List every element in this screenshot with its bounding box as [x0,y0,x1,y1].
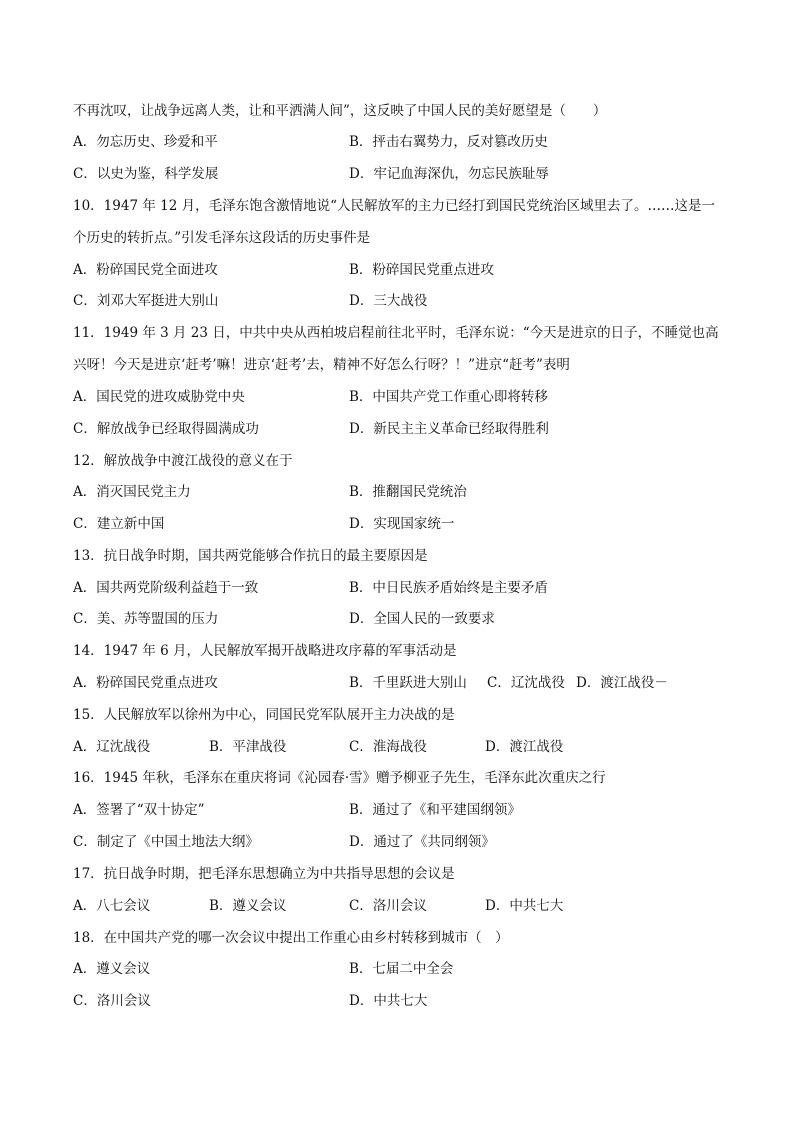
option-d[interactable]: D．全国人民的一致要求 [349,611,495,627]
option-d[interactable]: D．实现国家统一 [349,516,455,532]
option-c[interactable]: C．制定了《中国土地法大纲》 [73,834,259,850]
option-c[interactable]: C．淮海战役 [349,739,427,755]
question-12-options-row-1 [73,482,733,502]
question-11-options-row-2 [73,419,733,439]
option-b[interactable]: B．粉碎国民党重点进攻 [349,262,494,278]
question-13-options-row-1 [73,578,733,598]
option-a[interactable]: A．消灭国民党主力 [73,484,191,500]
question-10-stem: 10．1947 年 12 月，毛泽东饱含激情地说“人民解放军的主力已经打到国民党统治区域里去了。……这是一 [73,198,715,214]
option-b[interactable]: B．遵义会议 [209,898,287,914]
question-10-stem-cont: 个历史的转折点。”引发毛泽东这段话的历史事件是 [73,230,371,246]
question-10-options-row-1 [73,260,733,280]
option-c[interactable]: C．美、苏等盟国的压力 [73,611,219,627]
option-a[interactable]: A．勿忘历史、珍爱和平 [73,134,218,150]
option-a[interactable]: A．辽沈战役 [73,739,151,755]
question-9-options-row-2 [73,164,733,184]
question-11-options-row-1 [73,387,733,407]
option-a[interactable]: A．签署了“双十协定” [73,802,205,818]
option-a[interactable]: A．粉碎国民党全面进攻 [73,262,218,278]
question-10-options-row-2 [73,291,733,311]
option-c[interactable]: C．建立新中国 [73,516,165,532]
option-d[interactable]: D．牢记血海深仇，勿忘民族耻辱 [349,166,549,182]
option-b[interactable]: B．平津战役 [209,739,287,755]
option-b[interactable]: B．通过了《和平建国纲领》 [349,802,521,818]
option-b[interactable]: B．推翻国民党统治 [349,484,467,500]
option-d[interactable]: D．三大战役 [349,293,428,309]
question-12-stem: 12．解放战争中渡江战役的意义在于 [73,453,293,469]
option-a[interactable]: A．国民党的进攻威胁党中央 [73,389,245,405]
option-d[interactable]: D．新民主主义革命已经取得胜利 [349,421,549,437]
question-9-stem-tail: 不再沈叹，让战争远离人类，让和平洒满人间”，这反映了中国人民的美好愿望是（ ） [73,103,607,119]
option-a[interactable]: A．八七会议 [73,898,151,914]
question-18-options-row-2 [73,991,733,1011]
option-a[interactable]: A．国共两党阶级利益趋于一致 [73,580,259,596]
question-18-options-row-1 [73,959,733,979]
option-b[interactable]: B．千里跃进大别山 [349,675,467,691]
option-a[interactable]: A．遵义会议 [73,961,151,977]
question-15-stem: 15．人民解放军以徐州为中心，同国民党军队展开主力决战的是 [73,707,455,723]
question-14-options-row [73,673,733,693]
option-c[interactable]: C．洛川会议 [73,993,151,1009]
question-11-stem: 11．1949 年 3 月 23 日，中共中央从西柏坡启程前往北平时，毛泽东说：“今天是进京的日子，不睡觉也高 [73,325,719,341]
question-15-options-row [73,737,733,757]
question-17-options-row [73,896,733,916]
question-12-options-row-2 [73,514,733,534]
question-16-stem: 16．1945 年秋，毛泽东在重庆将词《沁园春·雪》赠予柳亚子先生，毛泽东此次重庆之行 [73,770,606,786]
option-d[interactable]: D．渡江战役 [485,739,564,755]
question-13-options-row-2 [73,609,733,629]
option-d[interactable]: D．通过了《共同纲领》 [349,834,495,850]
option-c[interactable]: C．辽沈战役 [487,675,565,691]
option-c[interactable]: C．洛川会议 [349,898,427,914]
question-16-options-row-2 [73,832,733,852]
option-d[interactable]: D．渡江战役－ [576,675,668,691]
option-d[interactable]: D．中共七大 [485,898,564,914]
option-b[interactable]: B．中国共产党工作重心即将转移 [349,389,548,405]
option-c[interactable]: C．以史为鉴，科学发展 [73,166,219,182]
option-a[interactable]: A．粉碎国民党重点进攻 [73,675,218,691]
option-b[interactable]: B．抨击右翼势力，反对篡改历史 [349,134,548,150]
option-d[interactable]: D．中共七大 [349,993,428,1009]
question-9-options-row-1 [73,132,733,152]
question-13-stem: 13．抗日战争时期，国共两党能够合作抗日的最主要原因是 [73,548,428,564]
question-17-stem: 17．抗日战争时期，把毛泽东思想确立为中共指导思想的会议是 [73,866,455,882]
option-b[interactable]: B．中日民族矛盾始终是主要矛盾 [349,580,548,596]
option-c[interactable]: C．解放战争已经取得圆满成功 [73,421,259,437]
question-11-stem-cont: 兴呀！今天是进京‘赶考’嘛！进京‘赶考’去，精神不好怎么行呀？！”进京“赶考”表明 [73,357,570,373]
question-16-options-row-1 [73,800,733,820]
question-14-stem: 14．1947 年 6 月，人民解放军揭开战略进攻序幕的军事活动是 [73,643,457,659]
option-c[interactable]: C．刘邓大军挺进大别山 [73,293,219,309]
option-b[interactable]: B．七届二中全会 [349,961,454,977]
question-18-stem: 18．在中国共产党的哪一次会议中提出工作重心由乡村转移到城市（ ） [73,930,509,946]
